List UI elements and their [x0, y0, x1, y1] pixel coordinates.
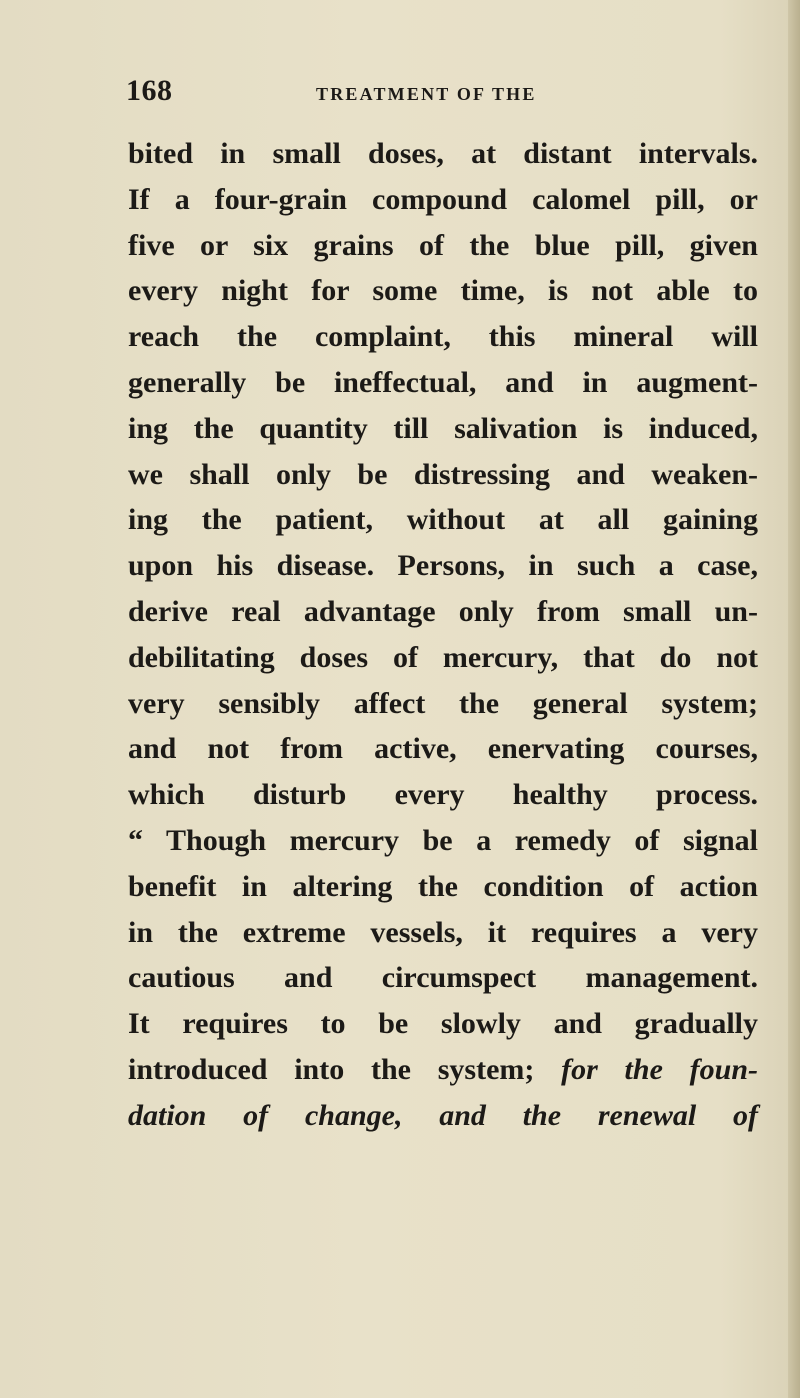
page-edge-shadow — [788, 0, 800, 1398]
text-line-2: If a four-grain compound calomel pill, or — [128, 182, 758, 216]
page-number: 168 — [126, 74, 173, 107]
text-line-8: we shall only be distressing and weaken- — [128, 457, 758, 491]
text-line-17: benefit in altering the condition of action — [128, 869, 758, 903]
text-line-9: ing the patient, without at all gaining — [128, 503, 758, 537]
text-line-12: debilitating doses of mercury, that do not — [128, 640, 758, 674]
text-line-6: generally be ineffectual, and in augment- — [128, 365, 758, 399]
running-head: TREATMENT OF THE — [316, 84, 537, 104]
text-line-22: dation of change, and the renewal of — [128, 1098, 758, 1132]
page-header — [0, 72, 800, 112]
text-line-13: very sensibly affect the general system; — [128, 686, 758, 720]
text-line-21-italic: for the foun- — [561, 1052, 759, 1086]
text-line-3: five or six grains of the blue pill, given — [128, 228, 758, 262]
text-line-20: It requires to be slowly and gradually — [128, 1007, 758, 1041]
text-line-11: derive real advantage only from small un- — [128, 594, 758, 628]
text-line-15: which disturb every healthy process. — [128, 778, 758, 812]
text-line-14: and not from active, enervating courses, — [128, 732, 758, 766]
text-line-21-roman: introduced into the system; — [128, 1052, 535, 1086]
text-line-16: “ Though mercury be a remedy of signal — [128, 823, 758, 857]
text-line-19: cautious and circumspect management. — [128, 961, 758, 995]
text-line-4: every night for some time, is not able to — [128, 274, 758, 308]
body-text — [128, 131, 758, 1139]
text-line-7: ing the quantity till salivation is induced, — [128, 411, 758, 445]
text-line-1: bited in small doses, at distant intervals. — [128, 137, 758, 170]
text-line-5: reach the complaint, this mineral will — [128, 320, 758, 354]
text-line-18: in the extreme vessels, it requires a very — [128, 915, 758, 949]
text-line-21 — [128, 1047, 758, 1093]
text-line-10: upon his disease. Persons, in such a case, — [128, 549, 758, 583]
